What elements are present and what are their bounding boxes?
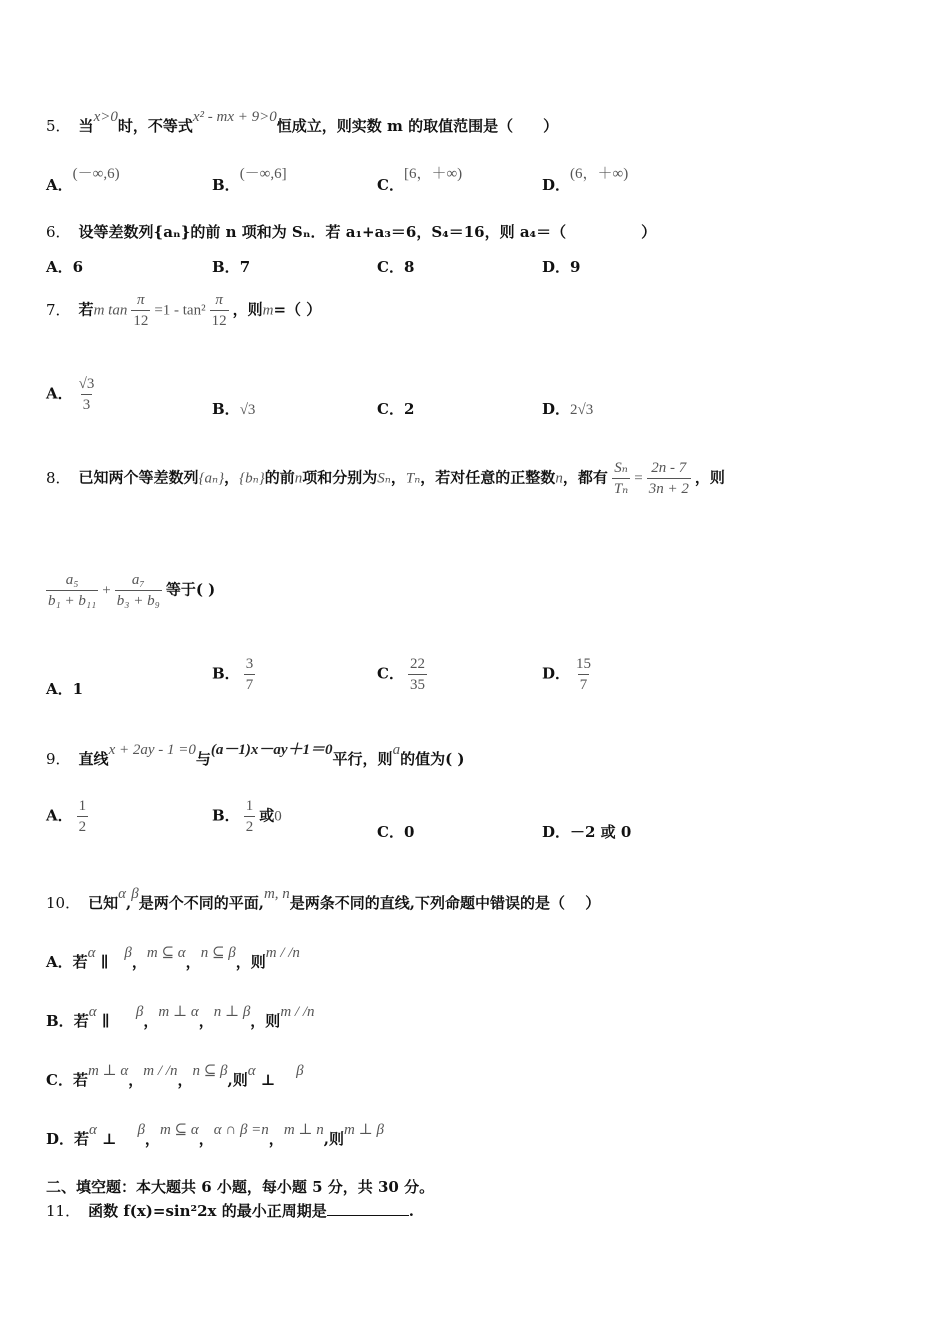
question-6 (46, 221, 656, 242)
q10-text-2: 是两个不同的平面, (138, 894, 264, 912)
answer-blank[interactable] (327, 1201, 409, 1216)
frac-den: Tₙ (612, 478, 630, 499)
q9-text-2: 与 (195, 750, 211, 768)
option-math: β (296, 1063, 304, 1079)
option-then: ，则 (250, 1012, 281, 1030)
q9-option-d[interactable] (542, 821, 631, 842)
q8-frac-left (612, 458, 630, 499)
q8-math-tn: Tₙ (405, 470, 421, 487)
question-9 (46, 742, 465, 769)
option-math: m / /n (280, 1004, 315, 1020)
frac-den: b₁ + b₁₁ (46, 590, 98, 611)
q8-seq-b: {bₙ} (239, 470, 265, 487)
q8-text-2: 的前 (264, 468, 295, 487)
q9-option-a[interactable] (46, 796, 92, 837)
option-fraction (408, 654, 427, 695)
q5-math-1: x>0 (93, 109, 118, 125)
q8-option-d[interactable] (542, 654, 597, 695)
question-8 (46, 458, 725, 499)
option-label: B． (212, 664, 240, 683)
option-label: C． (377, 258, 404, 276)
option-label: D． (542, 664, 571, 683)
q8-option-c[interactable] (377, 654, 431, 695)
question-number: 5． (46, 117, 71, 135)
q7-option-b[interactable] (212, 398, 255, 419)
option-ruo: 若 (73, 1012, 89, 1030)
option-math: β (135, 1004, 144, 1020)
option-label: B． (212, 176, 240, 194)
option-label: A． (46, 384, 73, 403)
q10-option-b[interactable] (46, 1004, 315, 1031)
frac-den: 3 (81, 394, 93, 415)
q5-option-b[interactable] (212, 162, 287, 194)
frac-num: 22 (409, 656, 425, 672)
option-fraction (244, 654, 256, 695)
option-fraction (77, 796, 89, 837)
q5-text-3: 恒成立，则实数 m 的取值范围是（ ） (276, 117, 559, 135)
question-5 (46, 109, 559, 136)
q5-option-c[interactable] (377, 162, 463, 194)
q8-text-7: 等于( ) (165, 580, 216, 599)
q8-text-5: ，都有 (562, 468, 608, 487)
q9-text-1: 直线 (78, 750, 109, 768)
option-math: m ⊥ n (283, 1122, 324, 1138)
option-label: D． (542, 176, 571, 194)
option-label: B． (212, 258, 240, 276)
question-7 (46, 290, 321, 331)
option-suffix: 或 (259, 806, 275, 825)
q7-frac-2 (210, 290, 229, 331)
section-heading: 二、填空题：本大题共 6 小题，每小题 5 分，共 30 分。 (46, 1178, 435, 1196)
q10-option-c[interactable] (46, 1063, 304, 1090)
q8-comma-2: ， (390, 468, 406, 487)
question-10 (46, 886, 601, 913)
option-label: A． (46, 258, 73, 276)
option-math: [6，＋∞) (403, 166, 463, 182)
q8-seq-a: {aₙ} (198, 470, 225, 487)
option-math: β (137, 1122, 145, 1138)
frac-num: 15 (576, 656, 592, 672)
q8-expr-frac-2 (115, 570, 162, 611)
q7-math-var: m (262, 302, 274, 319)
option-math: m / /n (143, 1063, 178, 1079)
q5-text-1: 当 (78, 117, 94, 135)
option-math: m ⊆ α (159, 1122, 199, 1138)
q10-option-d[interactable] (46, 1122, 384, 1149)
option-comma: ， (131, 953, 147, 971)
option-label: D． (46, 1130, 75, 1148)
option-label: B． (212, 806, 240, 825)
q8-text-3: 项和分别为 (302, 468, 378, 487)
option-text: 0 (403, 823, 415, 841)
q7-option-c[interactable] (377, 398, 414, 419)
option-label: C． (46, 1071, 73, 1089)
q8-comma: ， (224, 468, 240, 487)
option-comma: ， (198, 1012, 214, 1030)
option-math: m / /n (265, 945, 300, 961)
q8-equals: = (634, 470, 643, 487)
q5-text-2: 时，不等式 (117, 117, 193, 135)
q9-text-4: 的值为( ) (400, 750, 465, 768)
option-rel: ， (128, 1071, 144, 1089)
frac-num: π (215, 292, 223, 308)
frac-num: Sₙ (614, 460, 628, 476)
q6-option-b[interactable] (212, 256, 250, 277)
option-comma: ， (198, 1130, 214, 1148)
option-ruo: 若 (74, 1130, 90, 1148)
frac-den: 7 (244, 674, 256, 695)
option-label: A． (46, 953, 73, 971)
option-label: D． (542, 400, 571, 418)
option-label: B． (46, 1012, 74, 1030)
q9-text-3: 平行，则 (332, 750, 393, 768)
q10-text-1: 已知 (88, 894, 119, 912)
q6-option-a[interactable] (46, 256, 83, 277)
q8-math-n-2: n (555, 470, 563, 487)
option-label: C． (377, 400, 404, 418)
option-text: －2 或 0 (570, 823, 632, 841)
option-math: α ∩ β =n (213, 1122, 269, 1138)
q7-option-d[interactable] (542, 398, 593, 419)
option-text: 9 (570, 258, 581, 276)
q8-math-n: n (294, 470, 303, 487)
option-label: A． (46, 806, 73, 825)
q8-option-a[interactable] (46, 678, 83, 699)
frac-num: 1 (78, 798, 87, 814)
q7-math-left: m tan (93, 302, 128, 319)
question-number: 11． (46, 1202, 81, 1220)
q10-text-3: 是两条不同的直线,下列命题中错误的是（ ） (289, 894, 601, 912)
option-comma: ， (185, 953, 201, 971)
q6-option-c[interactable] (377, 256, 414, 277)
option-then: ，则 (235, 953, 266, 971)
option-math: α (89, 1122, 97, 1138)
question-number: 9． (46, 750, 71, 768)
question-number: 8． (46, 468, 71, 487)
frac-den: 12 (210, 310, 229, 331)
option-ruo: 若 (72, 1071, 88, 1089)
q8-text-1: 已知两个等差数列 (78, 468, 199, 487)
option-rel: ∥ (101, 1012, 110, 1030)
option-suffix-math: 0 (274, 808, 282, 825)
option-text: 1 (72, 680, 84, 698)
q11-end: . (408, 1202, 414, 1220)
q8-expr-frac-1 (46, 570, 98, 611)
frac-num: a₇ (131, 572, 145, 588)
option-rel: ⊥ (102, 1130, 117, 1148)
option-label: A． (46, 176, 73, 194)
option-math: √3 (239, 402, 256, 418)
option-comma: ， (143, 1012, 159, 1030)
option-text: 6 (72, 258, 84, 276)
q9-math-1: x + 2ay - 1 =0 (108, 742, 196, 758)
q9-option-c[interactable] (377, 821, 414, 842)
option-fraction (574, 654, 593, 695)
frac-num: π (137, 292, 145, 308)
option-math: α (247, 1063, 256, 1079)
q10-beta: β (131, 886, 139, 902)
q10-option-a[interactable] (46, 945, 300, 972)
option-label: C． (377, 823, 404, 841)
frac-num: 1 (245, 798, 254, 814)
option-label: D． (542, 258, 571, 276)
q8-text-6: ，则 (694, 468, 725, 487)
option-label: C． (377, 664, 404, 683)
frac-den: 2 (77, 816, 89, 837)
question-number: 6． (46, 223, 71, 241)
q6-text: 设等差数列{aₙ}的前 n 项和为 Sₙ．若 a₁+a₃＝6，S₄＝16，则 a₄＝（ ） (78, 223, 657, 241)
q5-math-2: x² - mx + 9>0 (192, 109, 277, 125)
frac-den: 2 (244, 816, 256, 837)
option-math: α (87, 945, 96, 961)
option-label: D． (542, 823, 571, 841)
q7-text-3: =（ ） (273, 300, 322, 319)
q8-text-4: ，若对任意的正整数 (420, 468, 556, 487)
option-fraction (77, 374, 97, 415)
q7-text-1: 若 (78, 300, 94, 319)
option-math: 2√3 (570, 402, 594, 418)
frac-num: 2n - 7 (651, 460, 687, 476)
q11-text: 函数 f(x)=sin²2x 的最小正周期是 (88, 1202, 327, 1220)
q7-frac-1 (131, 290, 150, 331)
frac-num: a₅ (65, 572, 79, 588)
q10-comma: , (125, 894, 132, 912)
q8-math-sn: Sₙ (377, 470, 391, 487)
q10-mn: m, n (263, 886, 290, 902)
frac-den: b₃ + b₉ (115, 590, 162, 611)
q7-math-mid: =1 - tan² (154, 302, 206, 319)
q7-option-a[interactable] (46, 374, 100, 415)
option-math: n ⊆ β (192, 1063, 228, 1079)
option-label: C． (377, 176, 404, 194)
frac-num: √3 (78, 376, 95, 392)
question-number: 7． (46, 300, 71, 319)
option-text: 7 (239, 258, 251, 276)
option-math: β (124, 945, 132, 961)
option-label: A． (46, 680, 73, 698)
frac-den: 12 (131, 310, 150, 331)
option-label: B． (212, 400, 240, 418)
q10-alpha: α (118, 886, 126, 902)
q9-math-3: a (392, 742, 401, 758)
option-math: (6，＋∞) (570, 166, 629, 182)
frac-num: 3 (245, 656, 254, 672)
q8-frac-right (647, 458, 691, 499)
option-math: m ⊆ α (146, 945, 186, 961)
frac-den: 7 (578, 674, 590, 695)
option-then: ,则 (323, 1130, 344, 1148)
option-comma: ， (144, 1130, 160, 1148)
option-comma: ， (177, 1071, 193, 1089)
option-math: m ⊥ α (158, 1004, 199, 1020)
question-11 (46, 1200, 414, 1221)
option-math: α (88, 1004, 97, 1020)
question-number: 10． (46, 894, 81, 912)
frac-den: 3n + 2 (647, 478, 691, 499)
option-text: 2 (403, 400, 415, 418)
q9-option-b[interactable] (212, 796, 282, 837)
option-comma: ， (268, 1130, 284, 1148)
q5-option-a[interactable] (46, 162, 120, 194)
q6-option-d[interactable] (542, 256, 580, 277)
q9-math-2: (a－1)x－ay＋1＝0 (210, 742, 333, 758)
q8-plus: + (102, 582, 111, 599)
option-perp: ⊥ (260, 1071, 276, 1089)
option-math: (－∞,6] (239, 166, 287, 182)
option-math: (－∞,6) (72, 166, 120, 182)
option-math: m ⊥ β (344, 1122, 384, 1138)
option-math: m ⊥ α (87, 1063, 129, 1079)
option-ruo: 若 (72, 953, 88, 971)
option-math: n ⊆ β (200, 945, 236, 961)
option-math: n ⊥ β (213, 1004, 251, 1020)
option-text: 8 (403, 258, 415, 276)
option-rel: ∥ (100, 953, 109, 971)
option-fraction (244, 796, 256, 837)
question-8-expression (46, 570, 215, 611)
q5-option-d[interactable] (542, 162, 629, 194)
q8-option-b[interactable] (212, 654, 259, 695)
frac-den: 35 (408, 674, 427, 695)
option-then: ,则 (227, 1071, 248, 1089)
q7-text-2: ，则 (232, 300, 263, 319)
